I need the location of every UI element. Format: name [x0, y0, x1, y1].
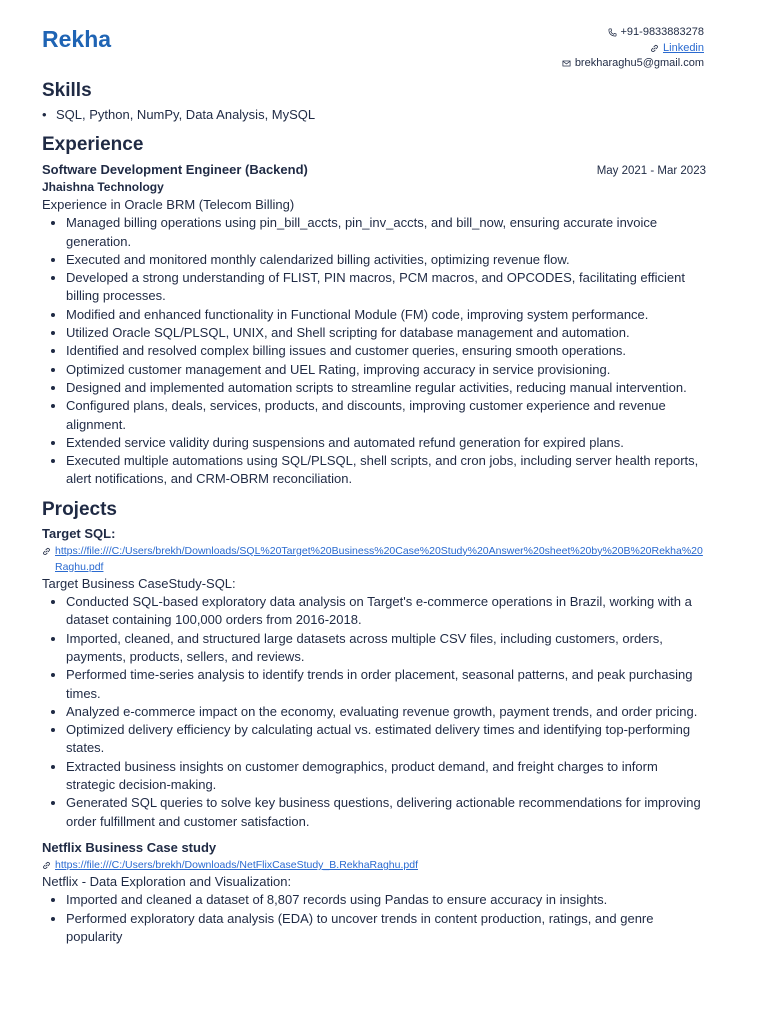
projects-section [42, 499, 706, 946]
job-bullet: • Executed multiple automations using SQL/PLSQL, shell scripts, and cron jobs, including server health reports, alert notifications, and CRM-OBRM reconciliation. [66, 452, 706, 489]
link-icon [650, 44, 659, 53]
job-bullet: • Utilized Oracle SQL/PLSQL, UNIX, and Shell scripting for database management and automation. [66, 324, 706, 342]
experience-heading: Experience [42, 134, 144, 155]
job-title: Software Development Engineer (Backend) [42, 162, 308, 177]
project-link-row [42, 857, 706, 873]
skills-section [42, 80, 706, 124]
project-bullet: • Extracted business insights on customer demographics, product demand, and freight charges to inform strategic decision-making. [66, 758, 706, 795]
company-name: Jhaishna Technology [42, 180, 164, 194]
job-bullet: • Managed billing operations using pin_bill_accts, pin_inv_accts, and bill_now, ensuring accurate invoice generation. [66, 214, 706, 251]
job-bullet: • Identified and resolved complex billing issues and customer queries, ensuring smooth operations. [66, 342, 706, 360]
phone-row [562, 25, 704, 41]
project-bullet: • Analyzed e-commerce impact on the economy, evaluating revenue growth, payment trends, and order pricing. [66, 703, 706, 721]
job-bullets [42, 214, 706, 488]
email-address[interactable]: brekharaghu5@gmail.com [574, 57, 704, 69]
job-bullet: • Configured plans, deals, services, products, and discounts, improving customer experience and revenue alignment. [66, 397, 706, 434]
link-icon [42, 861, 51, 870]
project-bullet: • Performed exploratory data analysis (EDA) to uncover trends in content production, ratings, and genre popularity [66, 910, 706, 947]
project-bullets [42, 593, 706, 831]
job-bullet: • Optimized customer management and UEL Rating, improving accuracy in service provisioning. [66, 361, 706, 379]
experience-section [42, 134, 706, 489]
job-dates: May 2021 - Mar 2023 [596, 165, 706, 177]
phone-number: +91-9833883278 [620, 26, 704, 38]
skills-list [42, 106, 706, 124]
email-row [562, 56, 704, 72]
project-title: Netflix Business Case study [42, 839, 217, 855]
linkedin-link[interactable]: Linkedin [663, 41, 704, 54]
job-summary: Experience in Oracle BRM (Telecom Billing) [42, 197, 295, 212]
projects-heading: Projects [42, 498, 117, 520]
resume-content [42, 80, 706, 946]
project-subtitle: Target Business CaseStudy-SQL: [42, 575, 236, 591]
job-header [42, 162, 706, 177]
project-bullet: • Imported and cleaned a dataset of 8,807 records using Pandas to ensure accuracy in insights. [66, 891, 706, 909]
project-bullets [42, 891, 706, 946]
project-link[interactable]: https://file:///C:/Users/brekh/Downloads/NetFlixCaseStudy_B.RekhaRaghu.pdf [55, 858, 419, 871]
contact-block [562, 25, 704, 72]
project-bullet: • Imported, cleaned, and structured large datasets across multiple CSV files, including customers, orders, payments, products, sellers, and reviews. [66, 630, 706, 667]
project-link-row [42, 543, 706, 575]
job-bullet: • Designed and implemented automation scripts to streamline regular activities, reducing manual intervention. [66, 379, 706, 397]
skills-item: • SQL, Python, NumPy, Data Analysis, MySQL [42, 106, 706, 124]
project-bullet: • Generated SQL queries to solve key business questions, delivering actionable recommendations for improving order fulfillment and customer satisfaction. [66, 794, 706, 831]
project-bullet: • Performed time-series analysis to identify trends in order placement, seasonal patterns, and peak purchasing times. [66, 666, 706, 703]
link-icon [42, 547, 51, 556]
skills-heading: Skills [42, 80, 92, 101]
project-bullet: • Optimized delivery efficiency by calculating actual vs. estimated delivery times and identifying top-performing states. [66, 721, 706, 758]
mail-icon [562, 59, 571, 68]
job-bullet: • Executed and monitored monthly calendarized billing activities, optimizing revenue flow. [66, 251, 706, 269]
job-bullet: • Modified and enhanced functionality in Functional Module (FM) code, improving system performance. [66, 306, 706, 324]
candidate-name: Rekha [42, 26, 112, 52]
project-link[interactable]: https://file:///C:/Users/brekh/Downloads/SQL%20Target%20Business%20Case%20Study%20Answer%20sheet%20by%20B%20Rekha%20Raghu.pdf [55, 544, 703, 573]
phone-icon [608, 28, 617, 37]
job-bullet: • Extended service validity during suspensions and automated refund generation for expired plans. [66, 434, 706, 452]
project-target [42, 525, 706, 831]
project-subtitle: Netflix - Data Exploration and Visualization: [42, 873, 292, 889]
project-title: Target SQL: [42, 525, 116, 541]
linkedin-row [562, 41, 704, 57]
project-bullet: • Conducted SQL-based exploratory data analysis on Target's e-commerce operations in Brazil, working with a dataset containing 100,000 orders from 2016-2018. [66, 593, 706, 630]
job-bullet: • Developed a strong understanding of FLIST, PIN macros, PCM macros, and OPCODES, facilitating efficient billing processes. [66, 269, 706, 306]
project-netflix [42, 839, 706, 946]
